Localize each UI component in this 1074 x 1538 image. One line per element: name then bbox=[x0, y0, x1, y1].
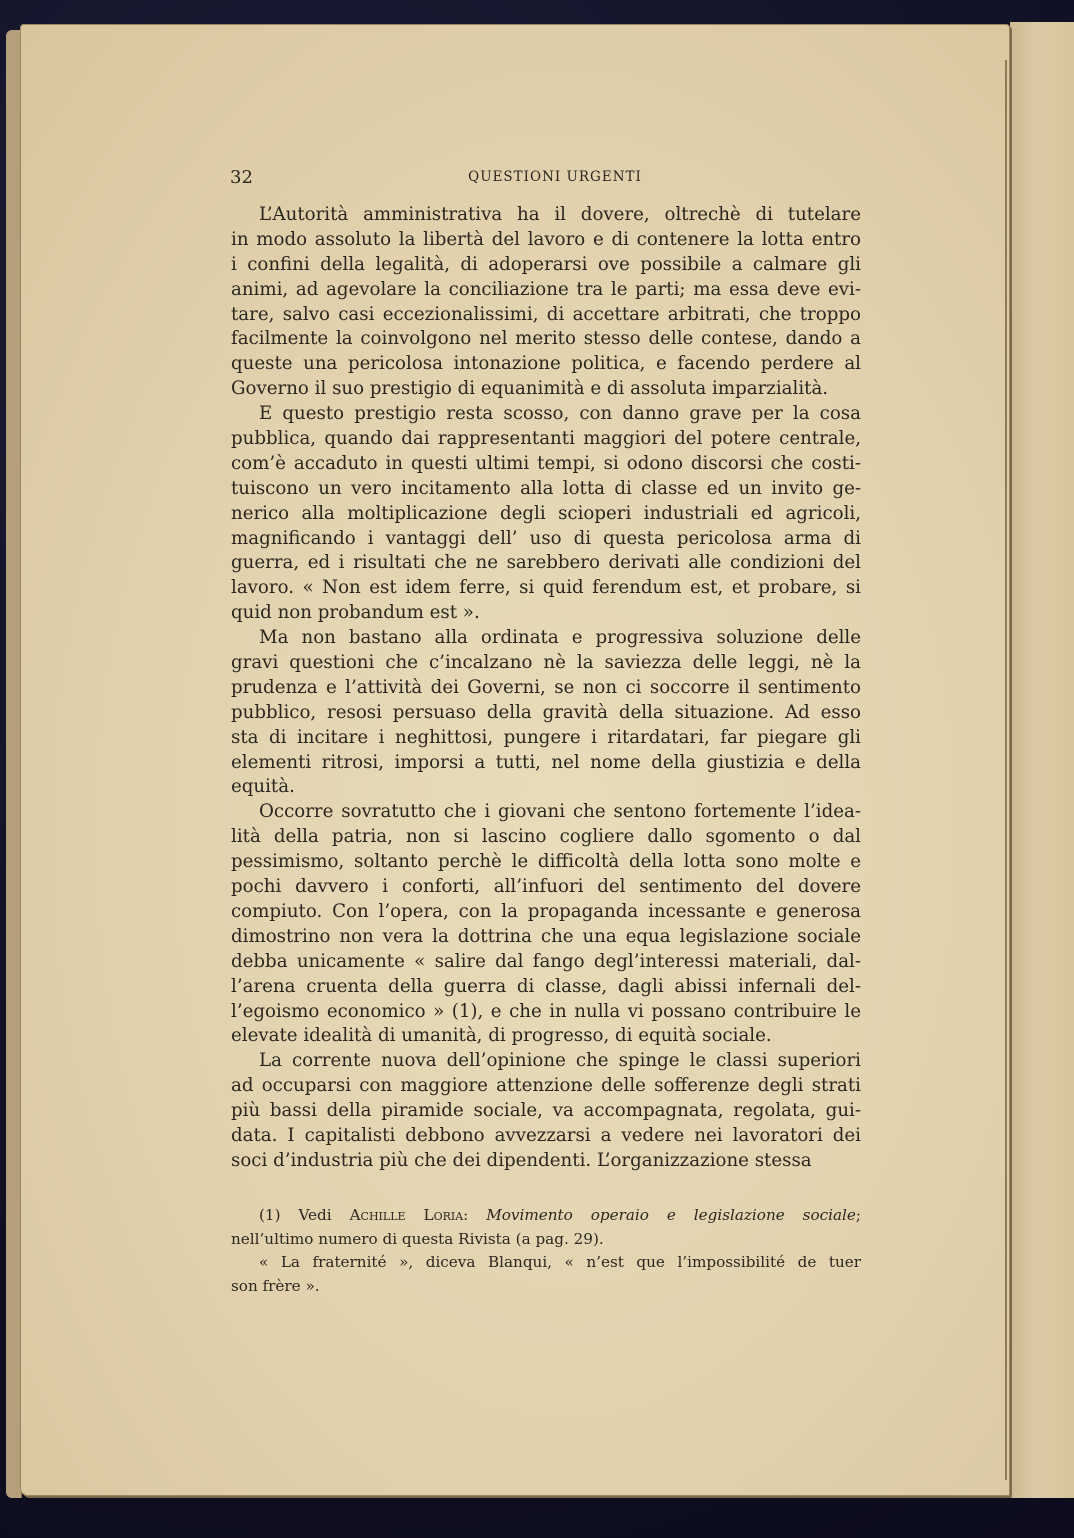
text-line: animi, ad agevolare la conciliazione tra le parti; ma essa deve evi- bbox=[231, 278, 861, 300]
text-line: E questo prestigio resta scosso, con danno grave per la cosa bbox=[259, 403, 861, 425]
text-line: soci d’industria più che dei dipendenti. L’organizzazione stessa bbox=[231, 1149, 812, 1171]
text-line: pochi davvero i conforti, all’infuori del sentimento del dovere bbox=[231, 876, 861, 898]
body-text bbox=[231, 203, 861, 1174]
text-line: elementi ritrosi, imporsi a tutti, nel nome della giustizia e della bbox=[231, 751, 861, 773]
text-line: magnificando i vantaggi dell’ uso di questa pericolosa arma di bbox=[231, 527, 861, 549]
text-line: nerico alla moltiplicazione degli scioperi industriali ed agricoli, bbox=[231, 502, 861, 524]
footnote-1-title: Movimento operaio e legislazione sociale bbox=[486, 1206, 856, 1224]
footnote-2-line-1: « La fraternité », diceva Blanqui, « n’est que l’impossibilité de tuer bbox=[259, 1253, 861, 1271]
text-line: facilmente la coinvolgono nel merito stesso delle contese, dando a bbox=[231, 328, 861, 350]
text-line: debba unicamente « salire dal fango degl’interessi materiali, dal- bbox=[231, 950, 861, 972]
footnote-1-suffix: ; bbox=[855, 1206, 861, 1224]
footnote-1-colon: : bbox=[463, 1206, 487, 1224]
text-line: compiuto. Con l’opera, con la propaganda incessante e generosa bbox=[231, 900, 861, 922]
text-line: prudenza e l’attività dei Governi, se non ci soccorre il sentimento bbox=[231, 676, 861, 698]
text-line: lavoro. « Non est idem ferre, si quid ferendum est, et probare, si bbox=[231, 577, 861, 599]
footnote-1-line-2: nell’ultimo numero di questa Rivista (a pag. 29). bbox=[231, 1229, 604, 1248]
text-line: Occorre sovratutto che i giovani che sentono fortemente l’idea- bbox=[259, 801, 861, 823]
text-line: lità della patria, non si lascino cogliere dallo sgomento o dal bbox=[231, 826, 861, 848]
text-line: in modo assoluto la libertà del lavoro e di contenere la lotta entro bbox=[231, 228, 861, 250]
footnote-2-line-2: son frère ». bbox=[231, 1276, 320, 1295]
running-title: QUESTIONI URGENTI bbox=[468, 169, 642, 185]
text-line: equità. bbox=[231, 776, 295, 798]
text-line: pubblica, quando dai rappresentanti maggiori del potere centrale, bbox=[231, 428, 861, 450]
text-line: queste una pericolosa intonazione politica, e facendo perdere al bbox=[231, 353, 861, 375]
text-line: L’Autorità amministrativa ha il dovere, oltrechè di tutelare bbox=[259, 204, 861, 225]
text-line: Governo il suo prestigio di equanimità e di assoluta imparzialità. bbox=[231, 378, 829, 400]
text-line: tare, salvo casi eccezionalissimi, di accettare arbitrati, che troppo bbox=[231, 303, 861, 325]
paragraph bbox=[231, 1049, 861, 1173]
text-line: data. I capitalisti debbono avvezzarsi a vedere nei lavoratori dei bbox=[231, 1124, 861, 1146]
text-line: i confini della legalità, di adoperarsi ove possibile a calmare gli bbox=[231, 253, 861, 275]
footnotes bbox=[231, 1204, 861, 1298]
text-line: com’è accaduto in questi ultimi tempi, si odono discorsi che costi- bbox=[231, 452, 861, 474]
text-line: guerra, ed i risultati che ne sarebbero derivati alle condizioni del bbox=[231, 552, 861, 574]
text-line: ad occuparsi con maggiore attenzione delle sofferenze degli strati bbox=[231, 1075, 861, 1097]
footnote-1-prefix: (1) Vedi bbox=[259, 1206, 350, 1224]
footnote-1-author: Achille Loria bbox=[349, 1206, 464, 1224]
paragraph bbox=[231, 203, 861, 402]
text-line: l’egoismo economico » (1), e che in nulla vi possano contribuire le bbox=[231, 1000, 861, 1022]
paragraph bbox=[231, 800, 861, 1049]
page-number: 32 bbox=[230, 167, 253, 188]
text-line: elevate idealità di umanità, di progresso, di equità sociale. bbox=[231, 1025, 772, 1047]
text-line: dimostrino non vera la dottrina che una equa legislazione sociale bbox=[231, 925, 861, 947]
paragraph bbox=[231, 402, 861, 626]
facing-page-edge bbox=[1010, 22, 1074, 1498]
running-header bbox=[230, 167, 860, 189]
text-line: pubblico, resosi persuaso della gravità della situazione. Ad esso bbox=[231, 701, 861, 723]
text-line: sta di incitare i neghittosi, pungere i ritardatari, far piegare gli bbox=[231, 726, 861, 748]
text-line: più bassi della piramide sociale, va accompagnata, regolata, gui- bbox=[231, 1100, 861, 1122]
text-line: Ma non bastano alla ordinata e progressiva soluzione delle bbox=[259, 627, 861, 649]
text-line: quid non probandum est ». bbox=[231, 602, 480, 624]
paragraph bbox=[231, 626, 861, 800]
text-line: l’arena cruenta della guerra di classe, dagli abissi infernali del- bbox=[231, 975, 861, 997]
text-line: gravi questioni che c’incalzano nè la saviezza delle leggi, nè la bbox=[231, 652, 861, 674]
text-line: pessimismo, soltanto perchè le difficoltà della lotta sono molte e bbox=[231, 851, 861, 873]
page-fold-line bbox=[1005, 60, 1007, 1480]
text-line: tuiscono un vero incitamento alla lotta di classe ed un invito ge- bbox=[231, 477, 861, 499]
text-line: La corrente nuova dell’opinione che spinge le classi superiori bbox=[259, 1050, 861, 1072]
footnote-1-line-1 bbox=[231, 1204, 861, 1228]
